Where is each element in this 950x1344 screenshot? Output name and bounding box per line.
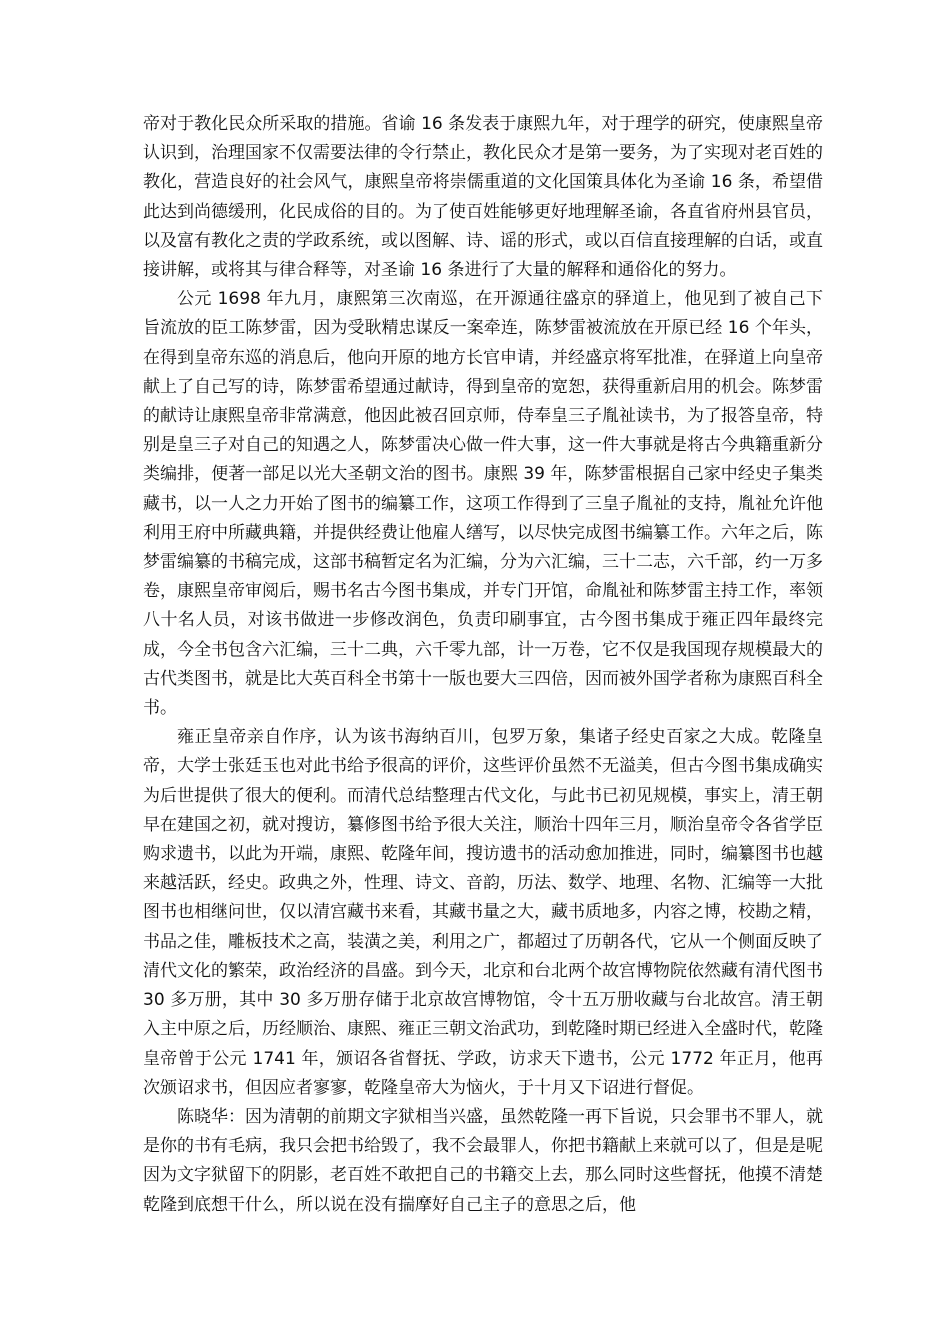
paragraph-3: 雍正皇帝亲自作序，认为该书海纳百川，包罗万象，集诸子经史百家之大成。乾隆皇帝，大学士张廷玉也对此书给予很高的评价，这些评价虽然不无溢美，但古今图书集成确实为后世提供了很大的便利。而清代总结整理古代文化，与此书已初见规模，事实上，清王朝早在建国之初，就对搜访，纂修图书给予很大关注，顺治十四年三月，顺治皇帝令各省学臣购求遗书，以此为开端，康熙、乾隆年间，搜访遗书的活动愈加推进，同时，编纂图书也越来越活跃，经史。政典之外，性理、诗文、音韵，历法、数学、地理、名物、汇编等一大批图书也相继问世，仅以清宫藏书来看，其藏书量之大，藏书质地多，内容之博，校勘之精，书品之佳，雕板技术之高，装潢之美，利用之广，都超过了历朝各代，它从一个侧面反映了清代文化的繁荣，政治经济的昌盛。到今天，北京和台北两个故宫博物院依然藏有清代图书 30 多万册，其中 30 多万册存储于北京故宫博物馆，令十五万册收藏与台北故宫。清王朝入主中原之后，历经顺治、康熙、雍正三朝文治武功，到乾隆时期已经进入全盛时代，乾隆皇帝曾于公元 1741 年，颁诏各省督抚、学政，访求天下遗书，公元 1772 年正月，他再次颁诏求书，但因应者寥寥，乾隆皇帝大为恼火，于十月又下诏进行督促。 — [143, 727, 823, 1098]
paragraph-1: 帝对于教化民众所采取的措施。省谕 16 条发表于康熙九年，对于理学的研究，使康熙皇帝认识到，治理国家不仅需要法律的令行禁止，教化民众才是第一要务，为了实现对老百姓的教化，营造良好的社会风气，康熙皇帝将崇儒重道的文化国策具体化为圣谕 16 条，希望借此达到尚德缓刑，化民成俗的目的。为了使百姓能够更好地理解圣谕，各直省府州县官员，以及富有教化之责的学政系统，或以图解、诗、谣的形式，或以百信直接理解的白话，或直接讲解，或将其与律合释等，对圣谕 16 条进行了大量的解释和通俗化的努力。 — [143, 114, 823, 281]
paragraph-4: 陈晓华：因为清朝的前期文字狱相当兴盛，虽然乾隆一再下旨说，只会罪书不罪人，就是你的书有毛病，我只会把书给毁了，我不会最罪人，你把书籍献上来就可以了，但是是呢因为文字狱留下的阴影，老百姓不敢把自己的书籍交上去，那么同时这些督抚，他摸不清楚乾隆到底想干什么，所以说在没有揣摩好自己主子的意思之后，他 — [143, 1106, 823, 1215]
document-page — [143, 110, 823, 1220]
paragraph-2: 公元 1698 年九月，康熙第三次南巡，在开源通往盛京的驿道上，他见到了被自己下旨流放的臣工陈梦雷，因为受耿精忠谋反一案牵连，陈梦雷被流放在开原已经 16 个年头，在得到皇帝东巡的消息后，他向开原的地方长官申请，并经盛京将军批准，在驿道上向皇帝献上了自己写的诗，陈梦雷希望通过献诗，得到皇帝的宽恕，获得重新启用的机会。陈梦雷的献诗让康熙皇帝非常满意，他因此被召回京师，侍奉皇三子胤祉读书，为了报答皇帝，特别是皇三子对自己的知遇之人，陈梦雷决心做一件大事，这一件大事就是将古今典籍重新分类编排，便著一部足以光大圣朝文治的图书。康熙 39 年，陈梦雷根据自己家中经史子集类藏书，以一人之力开始了图书的编纂工作，这项工作得到了三皇子胤祉的支持，胤祉允许他利用王府中所藏典籍，并提供经费让他雇人缮写，以尽快完成图书编纂工作。六年之后，陈梦雷编纂的书稿完成，这部书稿暂定名为汇编，分为六汇编，三十二志，六千部，约一万多卷，康熙皇帝审阅后，赐书名古今图书集成，并专门开馆，命胤祉和陈梦雷主持工作，率领八十名人员，对该书做进一步修改润色，负责印刷事宜，古今图书集成于雍正四年最终完成，今全书包含六汇编，三十二典，六千零九部，计一万卷，它不仅是我国现存规模最大的古代类图书，就是比大英百科全书第十一版也要大三四倍，因而被外国学者称为康熙百科全书。 — [143, 289, 823, 719]
